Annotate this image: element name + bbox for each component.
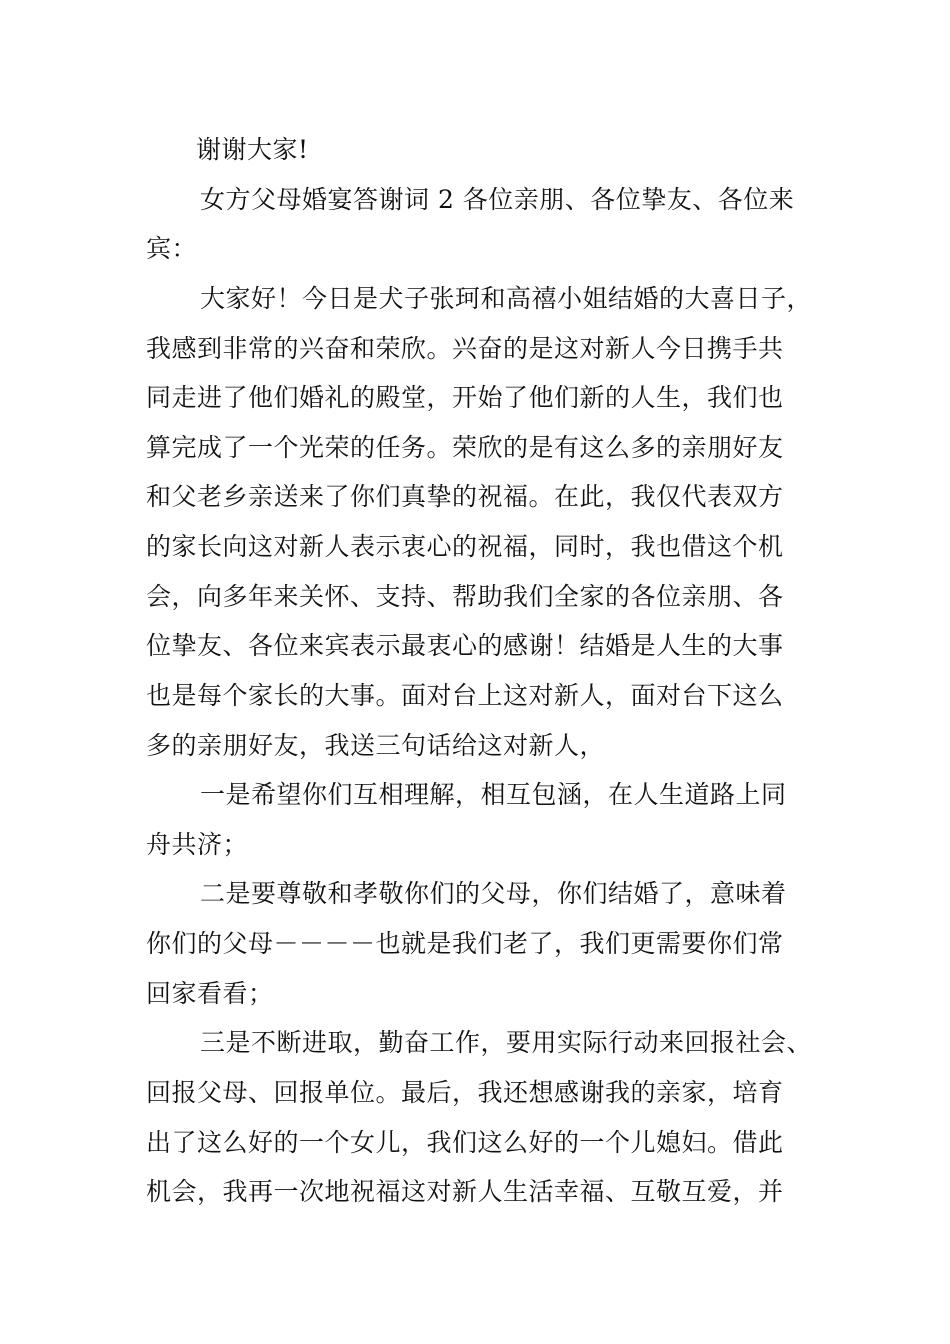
text-line: 同走进了他们婚礼的殿堂，开始了他们新的人生，我们也 [146, 383, 784, 412]
text-line: 你们的父母－－－－也就是我们老了，我们更需要你们常 [146, 929, 784, 958]
wish-two-line: 二是要尊敬和孝敬你们的父母，你们结婚了，意味着 [200, 879, 787, 908]
text-line: 出了这么好的一个女儿，我们这么好的一个儿媳妇。借此 [146, 1128, 784, 1157]
paragraph-start-line: 大家好！今日是犬子张珂和高禧小姐结婚的大喜日子， [200, 284, 813, 313]
text-line: 机会，我再一次地祝福这对新人生活幸福、互敬互爱，并 [146, 1177, 784, 1206]
wish-one-line: 一是希望你们互相理解，相互包涵，在人生道路上同 [200, 780, 787, 809]
text-line: 的家长向这对新人表示衷心的祝福，同时，我也借这个机 [146, 532, 784, 561]
closing-thanks-line: 谢谢大家! [196, 135, 309, 164]
text-line: 舟共济； [146, 830, 249, 859]
text-line: 和父老乡亲送来了你们真挚的祝福。在此，我仅代表双方 [146, 482, 784, 511]
text-line: 我感到非常的兴奋和荣欣。兴奋的是这对新人今日携手共 [146, 334, 784, 363]
wish-three-line: 三是不断进取，勤奋工作，要用实际行动来回报社会、 [200, 1028, 813, 1057]
text-line: 也是每个家长的大事。面对台上这对新人，面对台下这么 [146, 681, 784, 710]
text-line: 回家看看； [146, 979, 274, 1008]
text-line: 宾： [146, 234, 198, 263]
text-line: 多的亲朋好友，我送三句话给这对新人， [146, 731, 606, 760]
text-line: 会，向多年来关怀、支持、帮助我们全家的各位亲朋、各 [146, 582, 784, 611]
text-line: 回报父母、回报单位。最后，我还想感谢我的亲家，培育 [146, 1078, 784, 1107]
speech-title-line: 女方父母婚宴答谢词 2 各位亲朋、各位挚友、各位来 [200, 185, 795, 214]
text-line: 位挚友、各位来宾表示最衷心的感谢！结婚是人生的大事 [146, 631, 784, 660]
text-line: 算完成了一个光荣的任务。荣欣的是有这么多的亲朋好友 [146, 433, 784, 462]
